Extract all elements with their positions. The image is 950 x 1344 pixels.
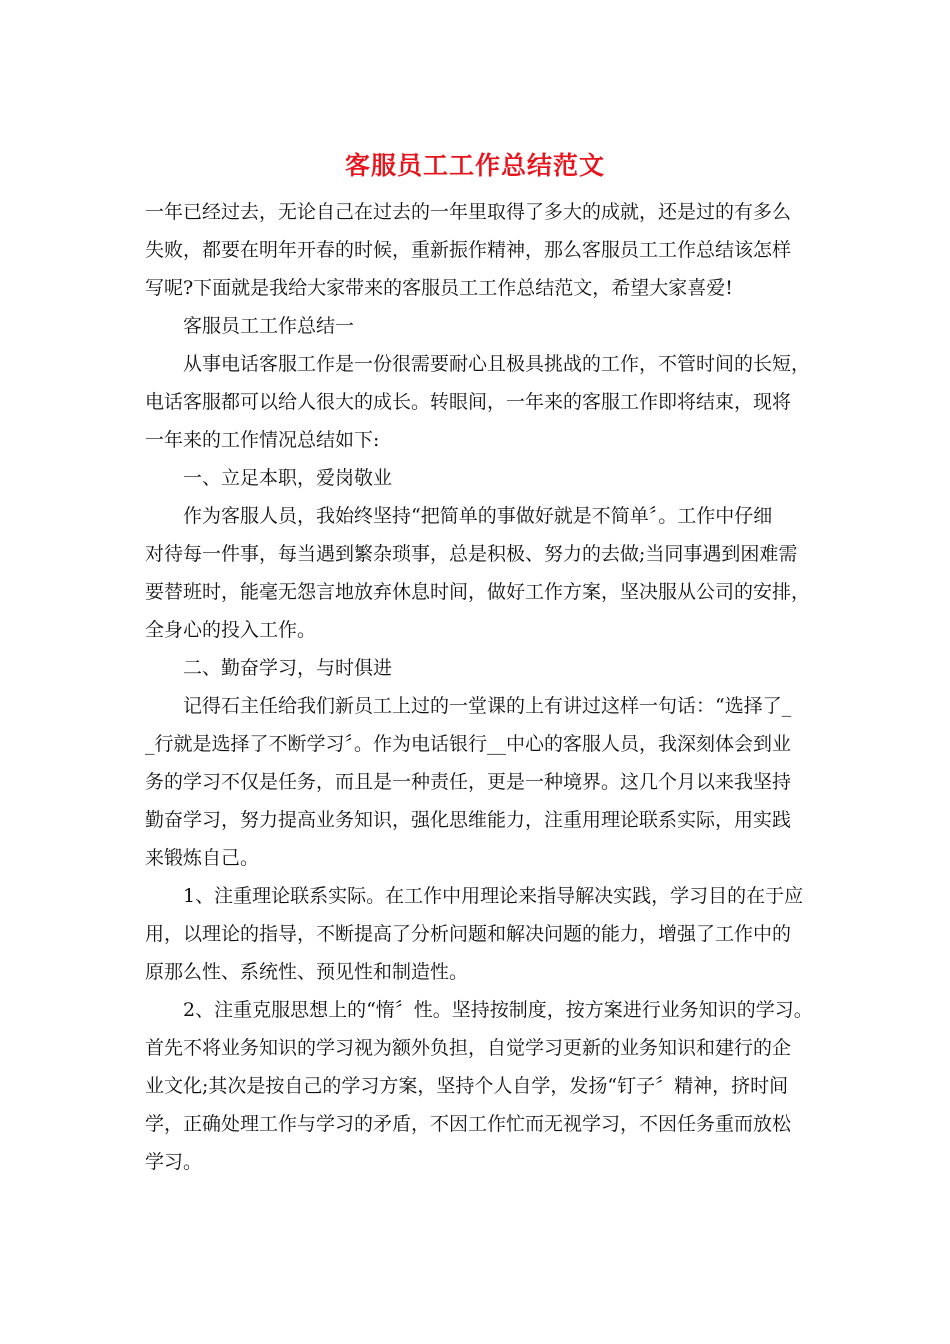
paragraph-line: 学，正确处理工作与学习的矛盾，不因工作忙而无视学习，不因任务重而放松 bbox=[145, 1113, 792, 1135]
paragraph-line: 一年来的工作情况总结如下: bbox=[145, 429, 380, 451]
section-heading: 客服员工工作总结一 bbox=[183, 315, 355, 337]
paragraph-line: 务的学习不仅是任务，而且是一种责任，更是一种境界。这几个月以来我坚持 bbox=[145, 771, 792, 793]
paragraph-line: 原那么性、系统性、预见性和制造性。 bbox=[145, 961, 469, 983]
paragraph-line: 1、注重理论联系实际。在工作中用理论来指导解决实践，学习目的在于应 bbox=[183, 885, 804, 907]
section-heading: 一、立足本职，爱岗敬业 bbox=[183, 467, 393, 489]
paragraph-line: 业文化;其次是按自己的学习方案，坚持个人自学，发扬“钉子〞精神，挤时间 bbox=[145, 1075, 789, 1097]
paragraph-line: 首先不将业务知识的学习视为额外负担，自觉学习更新的业务知识和建行的企 bbox=[145, 1037, 792, 1059]
paragraph-line: 要替班时，能毫无怨言地放弃休息时间，做好工作方案，坚决服从公司的安排， bbox=[145, 581, 811, 603]
paragraph-line: 2、注重克服思想上的“惰〞性。坚持按制度，按方案进行业务知识的学习。 bbox=[183, 999, 813, 1021]
document-title: 客服员工工作总结范文 bbox=[344, 151, 605, 180]
paragraph-line: 用，以理论的指导，不断提高了分析问题和解决问题的能力，增强了工作中的 bbox=[145, 923, 792, 945]
paragraph-line: 学习。 bbox=[145, 1151, 203, 1173]
section-heading: 二、勤奋学习，与时俱进 bbox=[183, 657, 393, 679]
paragraph-line: 记得石主任给我们新员工上过的一堂课的上有讲过这样一句话：“选择了_ bbox=[183, 695, 792, 717]
paragraph-line: 对待每一件事，每当遇到繁杂琐事，总是积极、努力的去做;当同事遇到困难需 bbox=[145, 543, 798, 565]
paragraph-line: 失败，都要在明年开春的时候，重新振作精神，那么客服员工工作总结该怎样 bbox=[145, 239, 792, 261]
paragraph-line: 从事电话客服工作是一份很需要耐心且极具挑战的工作，不管时间的长短， bbox=[183, 353, 811, 375]
paragraph-line: 作为客服人员，我始终坚持“把简单的事做好就是不简单〞。工作中仔细 bbox=[183, 505, 773, 527]
paragraph-line: 勤奋学习，努力提高业务知识，强化思维能力，注重用理论联系实际，用实践 bbox=[145, 809, 792, 831]
paragraph-line: 来锻炼自己。 bbox=[145, 847, 260, 869]
paragraph-line: _行就是选择了不断学习〞。作为电话银行__中心的客服人员，我深刻体会到业 bbox=[145, 733, 792, 755]
paragraph-line: 全身心的投入工作。 bbox=[145, 619, 317, 641]
paragraph-line: 写呢?下面就是我给大家带来的客服员工工作总结范文，希望大家喜爱! bbox=[145, 277, 733, 299]
paragraph-line: 电话客服都可以给人很大的成长。转眼间，一年来的客服工作即将结束，现将 bbox=[145, 391, 792, 413]
paragraph-line: 一年已经过去，无论自己在过去的一年里取得了多大的成就，还是过的有多么 bbox=[145, 201, 792, 223]
